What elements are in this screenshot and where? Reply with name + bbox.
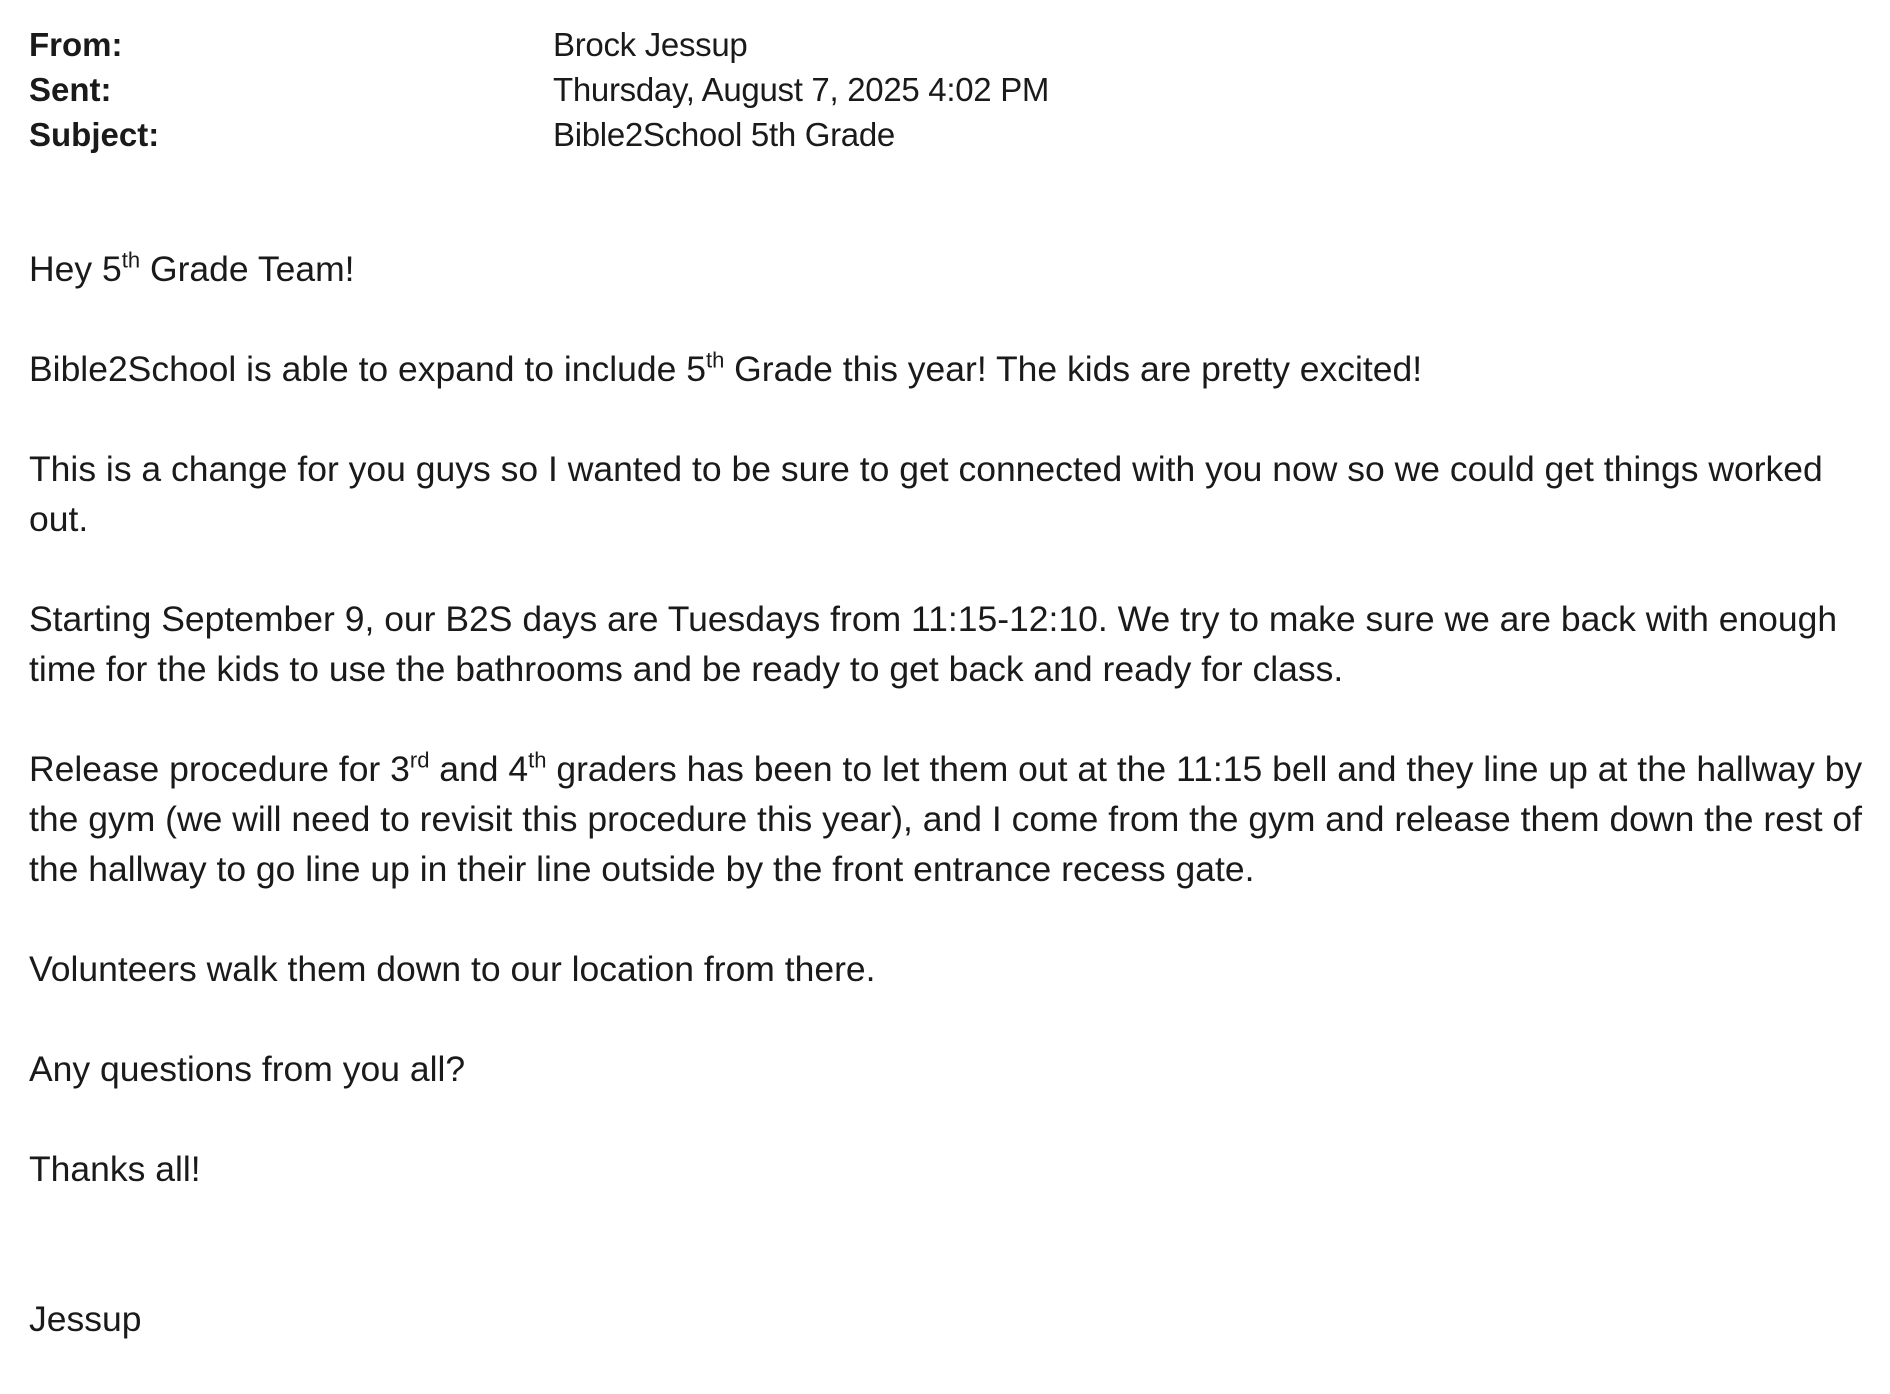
paragraph-schedule: Starting September 9, our B2S days are Tuesdays from 11:15-12:10. We try to make sure we are back with enough time for the kids to use the bathrooms and be ready to get back and ready for class. (29, 599, 1838, 689)
greeting-text: Hey 5 (29, 249, 122, 289)
subject-label: Subject: (29, 116, 160, 153)
paragraph-questions: Any questions from you all? (29, 1049, 466, 1089)
paragraph-volunteers: Volunteers walk them down to our location from there. (29, 949, 876, 989)
release-text-2: and 4 (429, 749, 529, 789)
paragraph-expand (29, 344, 1869, 394)
signature: Jessup (29, 1299, 142, 1339)
paragraph-release-procedure (29, 744, 1869, 894)
email-header (29, 22, 1429, 157)
release-superscript-2: th (528, 747, 547, 773)
subject-row (29, 112, 1429, 157)
subject-value: Bible2School 5th Grade (553, 116, 895, 153)
greeting-superscript: th (121, 247, 141, 273)
paragraph-expand-text: Bible2School is able to expand to include 5 (29, 349, 706, 389)
sent-row (29, 67, 1429, 112)
release-text-1: Release procedure for 3 (29, 749, 410, 789)
release-superscript-1: rd (409, 747, 430, 773)
paragraph-thanks: Thanks all! (29, 1149, 201, 1189)
release-text-3: graders has been to let them out at the 11:15 bell and they line up at the hallway by the gym (we will need to revisit this procedure this year), and I come from the gym and release them down the rest of the hallway to go line up in their line outside by the front entrance recess gate. (29, 749, 1863, 889)
email-body (29, 244, 1869, 1394)
from-label: From: (29, 26, 123, 63)
paragraph-change: This is a change for you guys so I wanted to be sure to get connected with you now so we could get things worked out. (29, 449, 1823, 539)
sent-label: Sent: (29, 71, 112, 108)
paragraph-expand-superscript: th (705, 347, 725, 373)
from-row (29, 22, 1429, 67)
greeting (29, 244, 1869, 294)
greeting-text-end: Grade Team! (140, 249, 355, 289)
from-value: Brock Jessup (553, 26, 748, 63)
paragraph-expand-text-end: Grade this year! The kids are pretty excited! (724, 349, 1423, 389)
sent-value: Thursday, August 7, 2025 4:02 PM (553, 71, 1050, 108)
